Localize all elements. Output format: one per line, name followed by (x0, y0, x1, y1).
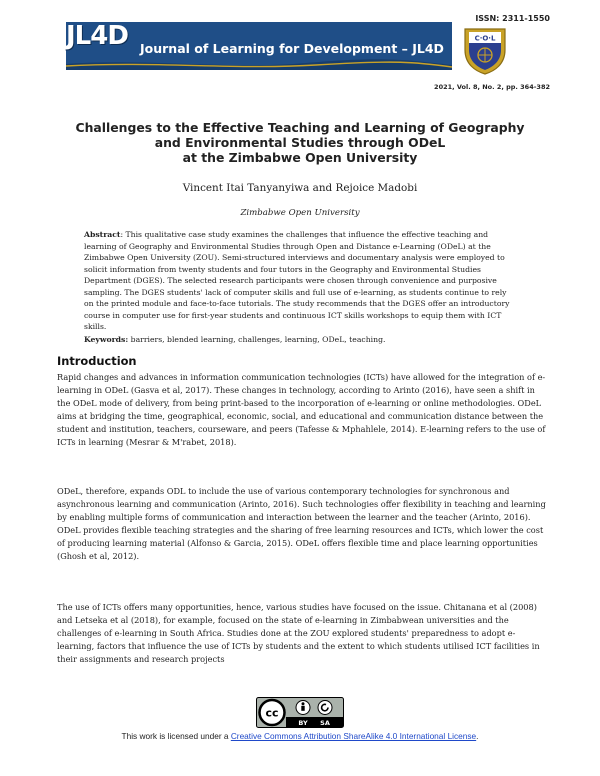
license-suffix: . (476, 731, 479, 741)
body-paragraph: Rapid changes and advances in information communication technologies (ICTs) have allowed for the integration of e-learning in ODeL (Gasva et al, 2017). These changes in technology, according to Arinto (2016), have seen a shift in the ODeL mode of delivery, from being print-based to the incorporation of e-learning or online methodologies. ODeL aims at bridging the time, geographical, economic, social, and educational and communication distance between the student and institution, teachers, courseware, and peers (Tafesse & Mphahlele, 2014). E-learning refers to the use of ICTs in learning (Mesrar & M'rabet, 2018). (57, 372, 546, 447)
paper-title (60, 120, 540, 165)
issue-info: 2021, Vol. 8, No. 2, pp. 364-382 (434, 83, 550, 91)
authors: Vincent Itai Tanyanyiwa and Rejoice Madobi (182, 182, 418, 194)
abstract (84, 229, 516, 333)
title-line: Challenges to the Effective Teaching and Learning of Geography (75, 120, 525, 135)
jl4d-logo-text: JL4D (66, 21, 128, 51)
issn-label: ISSN: 2311-1550 (475, 14, 550, 23)
license-prefix: This work is licensed under a (121, 731, 231, 741)
license-notice (60, 731, 540, 741)
body-paragraph: The use of ICTs offers many opportunities, hence, various studies have focused on the issue. Chitanana et al (2008) and Letseka et al (2018), for example, focused on the state of e-learning in Zimbabwean universities and the challenges of e-learning in South Africa. Studies done at the ZOU explored students' preparedness to adopt e-learning, factors that influence the use of ICTs by students and the extent to which students utilised ICT facilities in their assignments and research projects (57, 602, 540, 664)
journal-title: Journal of Learning for Development – JL4D (140, 41, 444, 56)
section-heading-introduction: Introduction (57, 354, 137, 368)
license-link[interactable]: Creative Commons Attribution ShareAlike 4.0 International License (230, 731, 477, 741)
cc-text: cc (265, 706, 279, 720)
sa-text: SA (320, 719, 330, 728)
body-paragraph: ODeL, therefore, expands ODL to include the use of various contemporary technologies for synchronous and asynchronous learning and communication (Arinto, 2016). Such technologies offer flexibility in teaching and learning by enabling multiple forms of communication and interaction between the learner and the teacher (Arinto, 2016). ODeL provides flexible teaching strategies and the sharing of free learning resources and ICTs, which lower the cost of producing learning material (Alfonso & Garcia, 2015). ODeL offers flexible time and place learning opportunities (Ghosh et al, 2012). (57, 486, 546, 561)
cc-by-sa-badge (256, 697, 344, 728)
jl4d-logo (66, 18, 136, 74)
abstract-text: : This qualitative case study examines the challenges that influence the effective teaching and learning of Geography and Environmental Studies through Open and Distance e-Learning (ODeL) at the Zimbabwe Open University (ZOU). Semi-structured interviews and documentary analysis were employed to solicit information from twenty students and four tutors in the Geography and Environmental Studies Department (DGES). The selected research participants were chosen through convenience and purposive sampling. The DGES students' lack of computer skills and full use of e-learning, as students continue to rely on the printed module and face-to-face tutorials. The study recommends that the DGES offer an introductory course in computer use for first-year students and continuous ICT skills workshops to equip them with ICT skills. (84, 230, 510, 331)
col-shield-icon (461, 26, 509, 76)
title-line: at the Zimbabwe Open University (182, 150, 418, 165)
keywords-label: Keywords: (84, 335, 129, 344)
col-badge-text: C·O·L (474, 34, 496, 43)
abstract-label: Abstract (84, 230, 121, 239)
keywords (84, 334, 516, 345)
title-line: and Environmental Studies through ODeL (154, 135, 446, 150)
affiliation: Zimbabwe Open University (240, 208, 360, 218)
by-text: BY (298, 719, 308, 728)
keywords-text: barriers, blended learning, challenges, learning, ODeL, teaching. (128, 335, 386, 344)
